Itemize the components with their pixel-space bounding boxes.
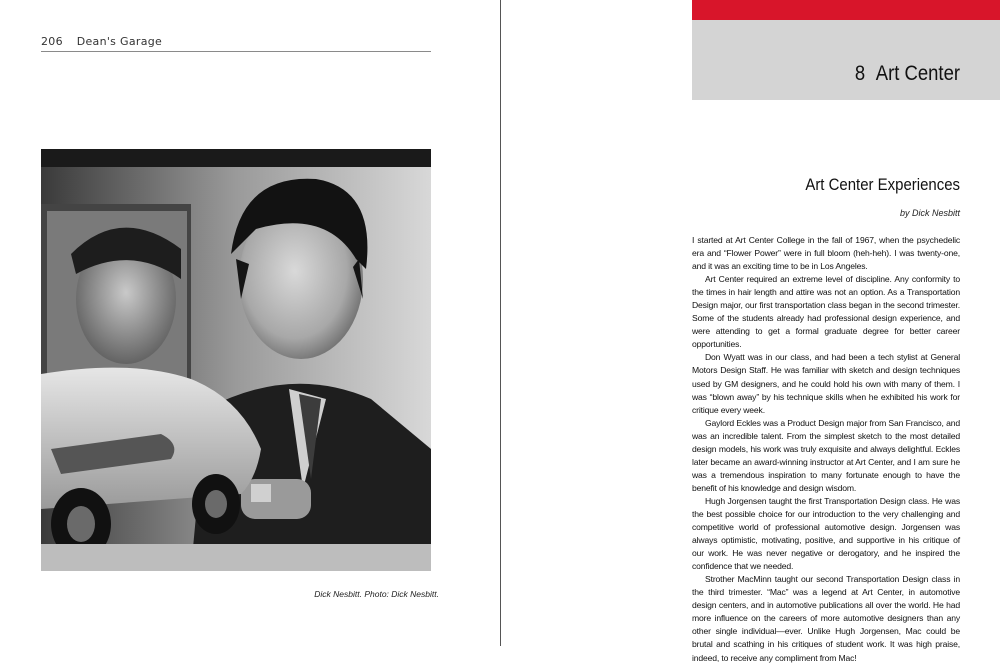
paragraph: Strother MacMinn taught our second Transportation Design class in the third trimester. “Mac” was a legend at Art Center, in automotive design centers, and in automotive publications all over the world. He had more influence on the careers of more automotive designers than any other single individual—ever. Unlike Hugh Jorgensen, Mac could be brutal and scathing in his critiques of student work. It was high praise, indeed, to receive any compliment from Mac! — [692, 574, 960, 663]
chapter-title — [724, 62, 960, 86]
photo-caption: Dick Nesbitt. Photo: Dick Nesbitt. — [314, 589, 439, 599]
section-title: Art Center Experiences — [805, 175, 960, 194]
byline: by Dick Nesbitt — [899, 208, 960, 218]
page-gutter — [500, 0, 501, 646]
portrait-photo — [41, 149, 431, 571]
paragraph: Gaylord Eckles was a Product Design major from San Francisco, and was an incredible talent. From the simplest sketch to the most detailed design models, his work was truly exquisite and always delightful. Eckles later became an award-winning instructor at Art Center, and I am sure he was a tremendous inspiration to many fortunate enough to have the benefit of his knowledge and design wisdom. — [692, 417, 960, 493]
paragraph: I started at Art Center College in the fall of 1967, when the psychedelic era and “Flower Power” were in full bloom (heh-heh). I was twenty-one, and it was an exciting time to be in Los Angeles. — [692, 235, 960, 272]
chapter-accent-bar — [692, 0, 1000, 20]
paragraph: Art Center required an extreme level of discipline. Any conformity to the times in hair length and attire was not an option. As a Transportation Design major, our first transportation class began in the second trimester. Some of the students already had professional design experience, and were attending to get a formal graduate degree for better career opportunities. — [692, 274, 960, 350]
paragraph: Hugh Jorgensen taught the first Transportation Design class. He was the best possible choice for our introduction to the very challenging and competitive world of professional automotive design. Jorgensen was always optimistic, motivating, positive, and supportive in his critique of our work. He was never negative or derogatory, and he inspired the confidence that we needed. — [692, 495, 960, 572]
article-body — [692, 234, 960, 665]
page-number: 206 — [41, 35, 63, 48]
running-head-title: Dean's Garage — [76, 35, 163, 48]
chapter-heading-band — [692, 20, 1000, 100]
paragraph: Don Wyatt was in our class, and had been a tech stylist at General Motors Design Staff. He was familiar with sketch and design techniques used by GM designers, and he could hold his own with many of them. I was “blown away” by his technique skills when he exhibited his work for critique every week. — [692, 352, 960, 415]
chapter-title-text: Art Center — [875, 62, 960, 85]
running-header — [41, 35, 431, 52]
chapter-number: 8 — [854, 62, 866, 85]
